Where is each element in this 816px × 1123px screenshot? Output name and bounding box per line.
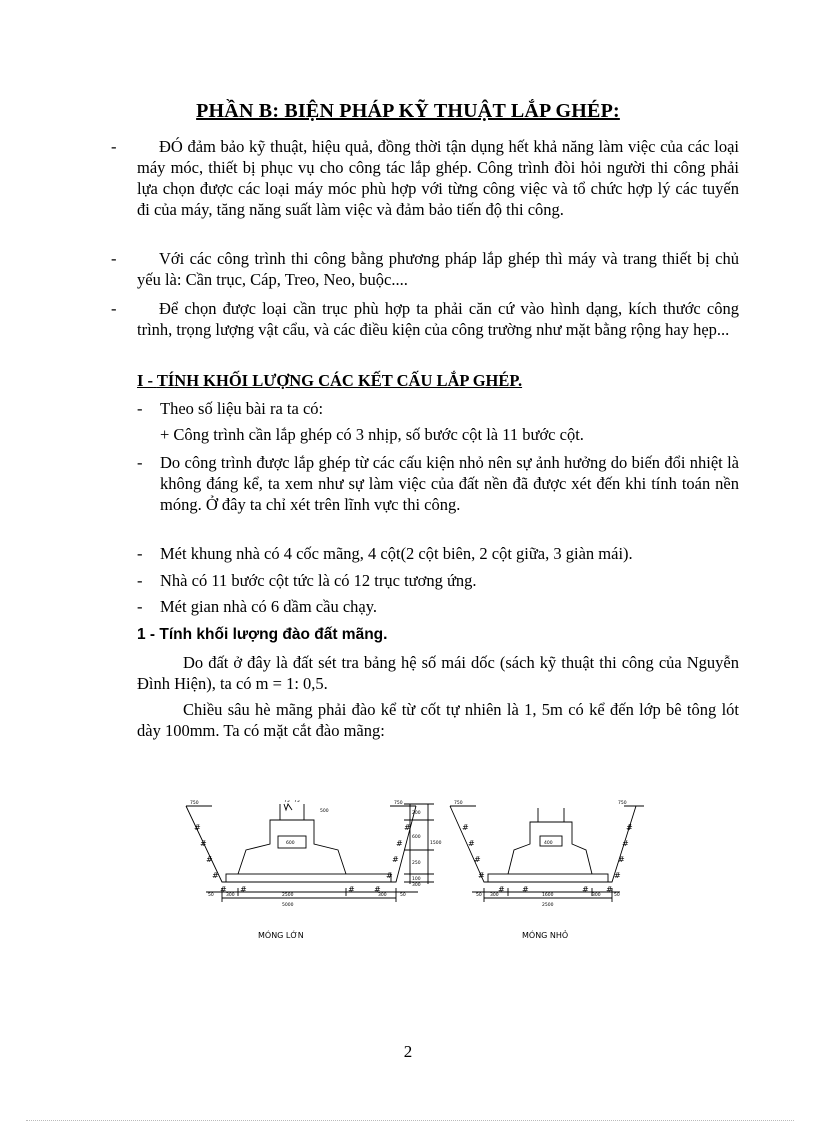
dim-label: 50 — [614, 893, 620, 898]
large-foundation-caption: MÓNG LỚN — [258, 931, 304, 940]
section-bullet-5: - — [137, 571, 143, 590]
paragraph-depth: Chiều sâu hè mãng phải đào kể từ cốt tự nhiên là 1, 5m có kể đến lớp bê tông lót dày 100mm. Ta có mặt cắt đào mãng: — [137, 700, 739, 740]
subsection-number: 1 - — [137, 626, 156, 643]
intro-paragraph-1: ĐÓ đảm bảo kỹ thuật, hiệu quả, đồng thời tận dụng hết khả năng làm việc của các loại máy móc, thiết bị phục vụ cho công tác lắp ghép. Công trình đòi hỏi người thi công phải lựa chọn được các loại máy móc phù hợp với từng công việc và tổ chức hợp lý các tuyến đi của máy, tăng năng suất làm việc và đảm bảo tiến độ thi công. — [137, 137, 739, 219]
subsection-heading — [137, 624, 387, 645]
svg-text:#: # — [498, 885, 505, 894]
dim-label: 300 — [378, 893, 387, 898]
section-item-4: Mét khung nhà có 4 cốc mãng, 4 cột(2 cột biên, 2 cột giữa, 3 giàn mái). — [160, 544, 633, 563]
dim-label: 1500 — [430, 841, 442, 846]
svg-text:#: # — [468, 839, 475, 848]
section-item-2: + Công trình cần lắp ghép có 3 nhịp, số bước cột là 11 bước cột. — [160, 425, 584, 444]
intro-bullet-2: - — [111, 249, 117, 268]
svg-text:#: # — [200, 839, 207, 848]
small-foundation-caption: MÓNG NHỎ — [522, 931, 569, 940]
section-number: I - — [137, 371, 154, 390]
svg-text:#: # — [404, 823, 411, 832]
svg-text:#: # — [194, 823, 201, 832]
svg-text:#: # — [522, 885, 529, 894]
dim-label: 300 — [592, 893, 601, 898]
svg-text:#: # — [212, 871, 219, 880]
svg-text:#: # — [474, 855, 481, 864]
small-foundation-drawing — [450, 806, 644, 902]
subsection-title: Tính khối lượng đào đất mãng. — [159, 626, 388, 643]
dim-label: 75 — [294, 800, 300, 804]
intro-paragraph-3: Để chọn được loại cần trục phù hợp ta phải căn cứ vào hình dạng, kích thước công trình, trọng lượng vật cẩu, và các điều kiện của công trường như mặt bằng rộng hay hẹp... — [137, 299, 739, 339]
section-item-6: Mét gian nhà có 6 dầm cầu chạy. — [160, 597, 378, 616]
svg-text:#: # — [618, 855, 625, 864]
dim-label: 750 — [618, 801, 627, 806]
section-bullet-6: - — [137, 597, 143, 616]
svg-text:#: # — [220, 885, 227, 894]
intro-bullet-1: - — [111, 137, 117, 156]
footer-divider — [26, 1120, 794, 1121]
svg-text:#: # — [396, 839, 403, 848]
dim-label: 100 — [412, 877, 421, 882]
dim-label: 1600 — [542, 893, 554, 898]
dim-label: 300 — [490, 893, 499, 898]
dim-label: 750 — [190, 801, 199, 806]
dim-label: 250 — [412, 861, 421, 866]
dim-label: 5000 — [282, 903, 294, 908]
page-number: 2 — [403, 1042, 413, 1061]
svg-text:#: # — [240, 885, 247, 894]
svg-text:#: # — [386, 871, 393, 880]
section-item-3: Do công trình được lắp ghép từ các cấu kiện nhỏ nên sự ảnh hưởng do biến đổi nhiệt là không đáng kể, ta xem như sự làm việc của đất nền đã được xét đến khi tính toán nền móng. Ở đây ta chỉ xét trên lĩnh vực thi công. — [160, 453, 739, 514]
svg-text:#: # — [626, 823, 633, 832]
svg-text:#: # — [614, 871, 621, 880]
dim-label: 50 — [208, 893, 214, 898]
dim-label: 750 — [394, 801, 403, 806]
dim-label: 500 — [320, 809, 329, 814]
section-bullet-3: - — [137, 453, 143, 472]
svg-text:#: # — [392, 855, 399, 864]
dim-label: 400 — [544, 841, 553, 846]
paragraph-soil: Do đất ở đây là đất sét tra bảng hệ số mái dốc (sách kỹ thuật thi công của Nguyễn Đình Hiện), ta có m = 1: 0,5. — [137, 653, 739, 693]
dim-label: 75 — [284, 800, 290, 804]
dim-label: 2500 — [282, 893, 294, 898]
svg-text:#: # — [582, 885, 589, 894]
section-item-1: Theo số liệu bài ra ta có: — [160, 399, 324, 418]
dim-label: 600 — [412, 835, 421, 840]
svg-text:#: # — [206, 855, 213, 864]
section-item-5: Nhà có 11 bước cột tức là có 12 trục tương ứng. — [160, 571, 477, 590]
dim-label: 50 — [400, 893, 406, 898]
svg-text:#: # — [478, 871, 485, 880]
svg-text:#: # — [622, 839, 629, 848]
intro-bullet-3: - — [111, 299, 117, 318]
svg-text:#: # — [348, 885, 355, 894]
svg-text:#: # — [374, 885, 381, 894]
svg-text:#: # — [462, 823, 469, 832]
dim-label: 300 — [226, 893, 235, 898]
section-bullet-1: - — [137, 399, 143, 418]
section-bullet-4: - — [137, 544, 143, 563]
dim-label: 200 — [412, 811, 421, 816]
page-title: PHẦN B: BIỆN PHÁP KỸ THUẬT LẮP GHÉP: — [196, 100, 620, 122]
dim-label: 600 — [286, 841, 295, 846]
intro-paragraph-2: Với các công trình thi công bằng phương pháp lắp ghép thì máy và trang thiết bị chủ yếu là: Cần trục, Cáp, Treo, Neo, buộc.... — [137, 249, 739, 289]
section-heading — [137, 370, 522, 391]
svg-text:#: # — [606, 885, 613, 894]
dim-label: 2500 — [542, 903, 554, 908]
dim-label: 750 — [454, 801, 463, 806]
dim-label: 50 — [476, 893, 482, 898]
foundation-section-figure — [178, 800, 648, 950]
section-title: TÍNH KHỐI LƯỢNG CÁC KẾT CẤU LẮP GHÉP. — [156, 371, 523, 390]
dim-label: 300 — [412, 883, 421, 888]
